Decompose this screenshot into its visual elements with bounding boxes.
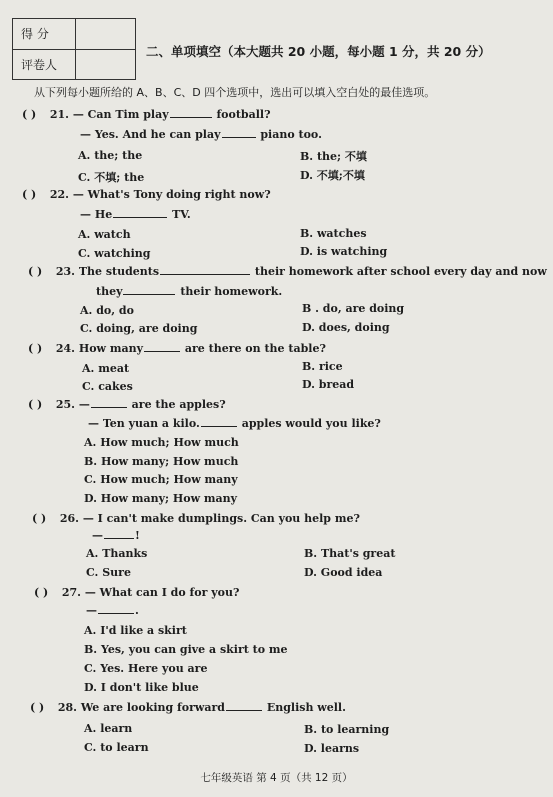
option-b: B. rice xyxy=(302,360,343,373)
answer-blank xyxy=(170,116,212,118)
question-number: 25. xyxy=(55,398,75,411)
option-d: D. Good idea xyxy=(304,566,383,579)
score-label: 得 分 xyxy=(13,19,76,50)
option-c: C. Yes. Here you are xyxy=(84,662,208,675)
question-number: 22. xyxy=(49,188,69,201)
answer-paren: ( ) xyxy=(34,586,49,599)
option-b: B. the; 不填 xyxy=(300,150,367,163)
grader-box xyxy=(76,49,136,80)
question-line: — He TV. xyxy=(80,208,191,221)
instruction: 从下列每小题所给的 A、B、C、D 四个选项中，选出可以填入空白处的最佳选项。 xyxy=(34,86,436,99)
answer-blank xyxy=(123,293,175,295)
answer-paren: ( ) xyxy=(28,398,43,411)
question-number: 27. xyxy=(61,586,81,599)
option-a: A. How much; How much xyxy=(84,436,239,449)
option-d: D. 不填;不填 xyxy=(300,169,365,182)
score-box xyxy=(76,19,136,50)
option-b: B. watches xyxy=(300,227,367,240)
question-stem: ( ) 28. We are looking forward English well. xyxy=(30,701,346,714)
option-b: B. How many; How much xyxy=(84,455,239,468)
option-a: A. do, do xyxy=(80,304,134,317)
option-b: B. That's great xyxy=(304,547,396,560)
question-stem: ( ) 21. — Can Tim play football? xyxy=(22,108,271,121)
option-d: D. does, doing xyxy=(302,321,390,334)
question-number: 23. xyxy=(55,265,75,278)
answer-paren: ( ) xyxy=(28,342,43,355)
option-a: A. learn xyxy=(84,722,133,735)
option-a: A. Thanks xyxy=(86,547,148,560)
option-a: A. I'd like a skirt xyxy=(84,624,187,637)
option-d: D. bread xyxy=(302,378,355,391)
question-stem: ( ) 26. — I can't make dumplings. Can you help me? xyxy=(32,512,360,525)
option-c: C. Sure xyxy=(86,566,131,579)
answer-paren: ( ) xyxy=(22,188,37,201)
answer-paren: ( ) xyxy=(30,701,45,714)
answer-blank xyxy=(113,216,167,218)
answer-blank xyxy=(226,709,262,711)
answer-blank xyxy=(144,350,180,352)
question-stem: ( ) 25. — are the apples? xyxy=(28,398,226,411)
question-line: — ! xyxy=(92,529,140,542)
option-c: C. cakes xyxy=(82,380,133,393)
question-number: 28. xyxy=(57,701,77,714)
answer-paren: ( ) xyxy=(32,512,47,525)
answer-paren: ( ) xyxy=(22,108,37,121)
option-d: D. I don't like blue xyxy=(84,681,199,694)
grader-label: 评卷人 xyxy=(13,49,76,80)
option-c: C. to learn xyxy=(84,741,149,754)
answer-blank xyxy=(104,537,134,539)
option-a: A. the; the xyxy=(78,149,143,162)
option-b: B. Yes, you can give a skirt to me xyxy=(84,643,288,656)
answer-blank xyxy=(98,612,134,614)
option-c: C. How much; How many xyxy=(84,473,238,486)
option-c: C. watching xyxy=(78,247,151,260)
option-d: D. is watching xyxy=(300,245,388,258)
answer-blank xyxy=(160,273,250,275)
option-b: B . do, are doing xyxy=(302,302,405,315)
question-number: 26. xyxy=(59,512,79,525)
option-c: C. doing, are doing xyxy=(80,322,198,335)
answer-blank xyxy=(222,136,256,138)
answer-blank xyxy=(91,406,127,408)
option-b: B. to learning xyxy=(304,723,390,736)
option-a: A. meat xyxy=(82,362,130,375)
question-line: — Ten yuan a kilo. apples would you like? xyxy=(88,417,381,430)
page-footer: 七年级英语 第 4 页（共 12 页） xyxy=(200,772,353,784)
score-table xyxy=(12,18,136,80)
question-line: they their homework. xyxy=(96,285,283,298)
question-stem: ( ) 22. — What's Tony doing right now? xyxy=(22,188,271,201)
option-d: D. learns xyxy=(304,742,360,755)
question-line: — . xyxy=(86,604,139,617)
question-number: 24. xyxy=(55,342,75,355)
answer-paren: ( ) xyxy=(28,265,43,278)
question-line: — Yes. And he can play piano too. xyxy=(80,128,322,141)
question-number: 21. xyxy=(49,108,69,121)
option-a: A. watch xyxy=(78,228,131,241)
answer-blank xyxy=(201,425,237,427)
question-stem: ( ) 23. The students their homework after school every day and now xyxy=(28,265,547,278)
question-stem: ( ) 27. — What can I do for you? xyxy=(34,586,240,599)
option-c: C. 不填; the xyxy=(78,171,145,184)
section-title: 二、单项填空（本大题共 20 小题，每小题 1 分，共 20 分） xyxy=(146,44,491,59)
question-stem: ( ) 24. How many are there on the table? xyxy=(28,342,326,355)
option-d: D. How many; How many xyxy=(84,492,238,505)
